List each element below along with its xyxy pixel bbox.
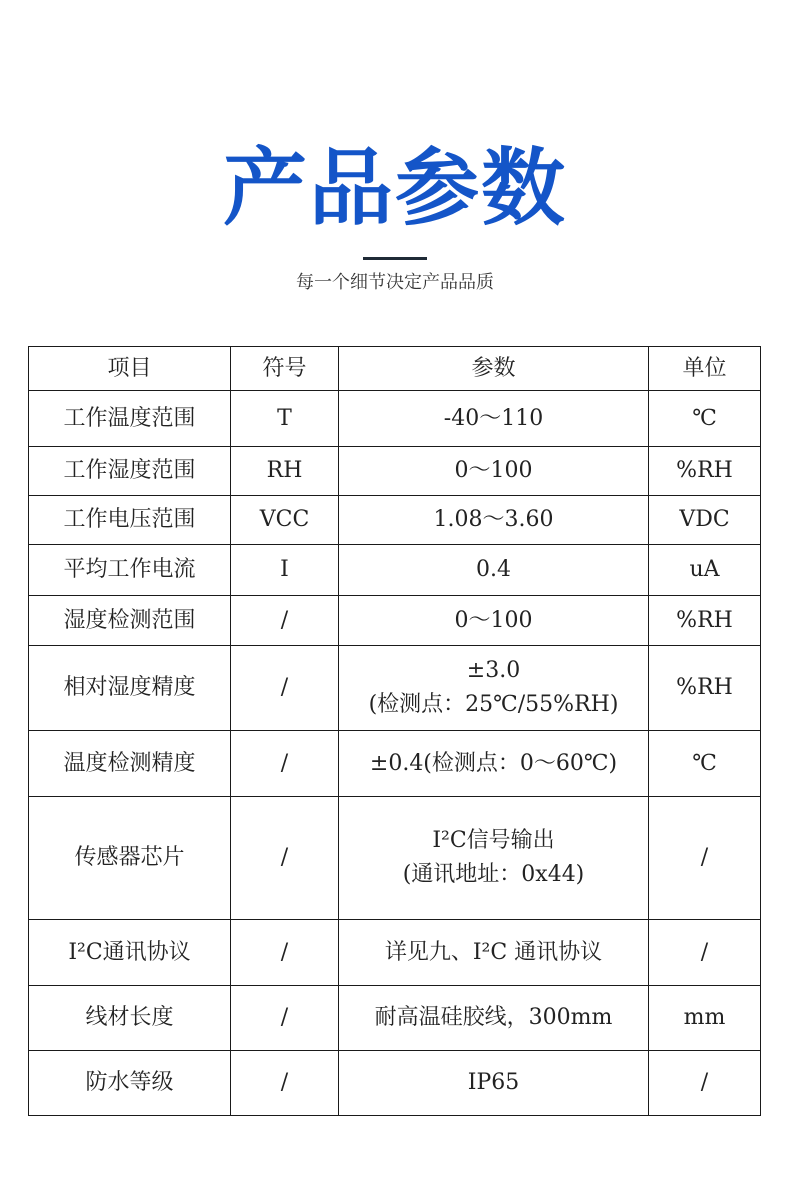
table-row: [29, 496, 761, 545]
row-unit: ℃: [649, 731, 761, 797]
row-parameter: [339, 797, 649, 920]
row-unit: %RH: [649, 646, 761, 731]
page-title: 产品参数: [222, 139, 567, 237]
param-line: IP65: [467, 1070, 520, 1095]
row-parameter: [339, 731, 649, 797]
row-unit: %RH: [649, 447, 761, 496]
row-parameter: [339, 646, 649, 731]
row-parameter: [339, 496, 649, 545]
param-line: (检测点：25℃/55%RH): [368, 692, 619, 717]
row-symbol: I: [231, 545, 339, 596]
row-name: 工作温度范围: [29, 391, 231, 447]
param-line: 详见九、I²C 通讯协议: [384, 939, 603, 965]
row-parameter: [339, 986, 649, 1051]
table-row: [29, 986, 761, 1051]
row-symbol: VCC: [231, 496, 339, 545]
table-header-row: [29, 347, 761, 391]
row-name: 线材长度: [29, 986, 231, 1051]
table-row: [29, 545, 761, 596]
param-line: ±0.4(检测点：0～60℃): [369, 750, 618, 776]
row-symbol: /: [231, 797, 339, 920]
row-name: 温度检测精度: [29, 731, 231, 797]
table-row: [29, 391, 761, 447]
row-unit: mm: [649, 986, 761, 1051]
row-unit: /: [649, 920, 761, 986]
row-unit: /: [649, 1051, 761, 1116]
param-line: 0.4: [476, 557, 511, 582]
row-parameter: [339, 596, 649, 646]
row-name: 湿度检测范围: [29, 596, 231, 646]
row-name: 工作电压范围: [29, 496, 231, 545]
header-symbol: 符号: [231, 347, 339, 391]
row-symbol: /: [231, 920, 339, 986]
param-line: I²C信号输出: [432, 828, 555, 853]
row-symbol: /: [231, 731, 339, 797]
row-unit: VDC: [649, 496, 761, 545]
param-line: ±3.0: [466, 658, 521, 683]
page-subtitle: 每一个细节决定产品品质: [296, 272, 494, 293]
param-line: 1.08～3.60: [433, 507, 554, 532]
row-name: I²C通讯协议: [29, 920, 231, 986]
row-parameter: [339, 920, 649, 986]
row-unit: %RH: [649, 596, 761, 646]
row-unit: ℃: [649, 391, 761, 447]
row-unit: uA: [649, 545, 761, 596]
row-parameter: [339, 447, 649, 496]
header-parameter: 参数: [339, 347, 649, 391]
param-line: (通讯地址：0x44): [402, 862, 585, 887]
table-row: [29, 646, 761, 731]
row-name: 平均工作电流: [29, 545, 231, 596]
row-name: 工作湿度范围: [29, 447, 231, 496]
table-row: [29, 596, 761, 646]
row-parameter: [339, 391, 649, 447]
row-symbol: RH: [231, 447, 339, 496]
param-line: 0～100: [454, 458, 533, 483]
row-name: 防水等级: [29, 1051, 231, 1116]
header-unit: 单位: [649, 347, 761, 391]
row-unit: /: [649, 797, 761, 920]
table-row: [29, 1051, 761, 1116]
row-parameter: [339, 545, 649, 596]
row-parameter: [339, 1051, 649, 1116]
row-symbol: /: [231, 596, 339, 646]
row-name: 传感器芯片: [29, 797, 231, 920]
title-divider: [363, 257, 427, 260]
param-line: 耐高温硅胶线，300mm: [374, 1005, 613, 1030]
table-row: [29, 920, 761, 986]
table-row: [29, 797, 761, 920]
header-item: 项目: [29, 347, 231, 391]
row-symbol: /: [231, 986, 339, 1051]
table-row: [29, 731, 761, 797]
parameter-table: [28, 346, 761, 1116]
table-row: [29, 447, 761, 496]
row-symbol: /: [231, 1051, 339, 1116]
param-line: 0～100: [454, 607, 533, 633]
row-symbol: /: [231, 646, 339, 731]
row-name: 相对湿度精度: [29, 646, 231, 731]
row-symbol: T: [231, 391, 339, 447]
param-line: -40～110: [443, 405, 544, 431]
